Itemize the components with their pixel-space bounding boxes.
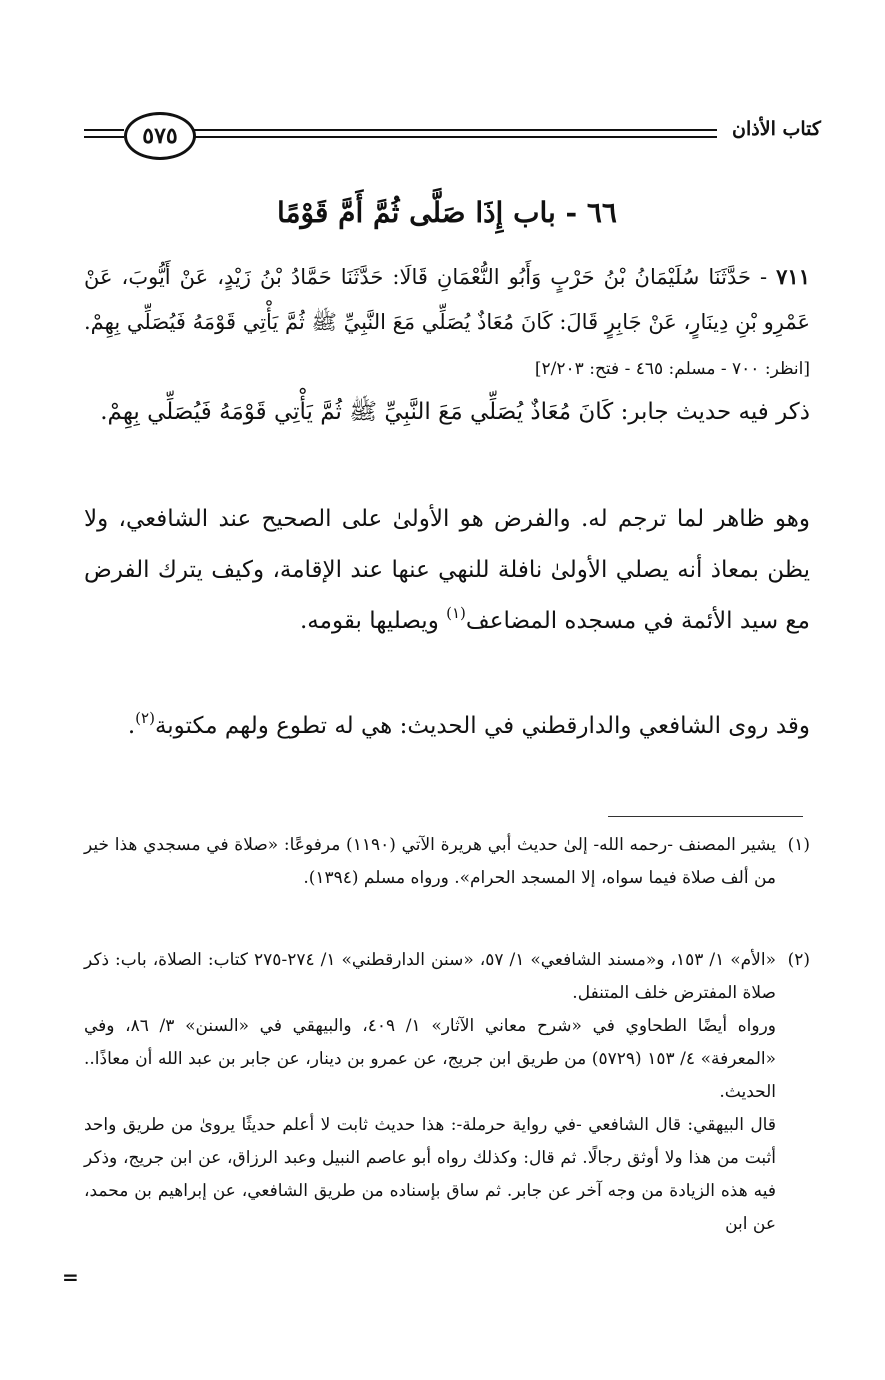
paragraph-text: ويصليها بقومه. xyxy=(300,608,447,634)
hadith-text xyxy=(84,254,810,392)
footnote-1 xyxy=(84,829,810,895)
running-header xyxy=(84,108,821,158)
page-number-oval xyxy=(124,112,196,160)
running-title: كتاب الأذان xyxy=(729,118,824,140)
header-rule xyxy=(192,136,717,138)
footnote-paragraph: ورواه أيضًا الطحاوي في «شرح معاني الآثار» ١/ ٤٠٩، والبيهقي في «السنن» ٣/ ٨٦، وفي «المعرفة» ٤/ ١٥٣ (٥٧٢٩) من طريق ابن جريج، عن عمرو بن دينار، عن جابر بن عبد الله أن معاذًا.. الحديث. xyxy=(84,1016,776,1102)
paragraph-text: وقد روى الشافعي والدارقطني في الحديث: هي له تطوع ولهم مكتوبة xyxy=(154,713,810,739)
footnote-paragraph: «الأم» ١/ ١٥٣، و«مسند الشافعي» ١/ ٥٧، «سنن الدارقطني» ١/ ٢٧٤-٢٧٥ كتاب: الصلاة، باب: ذكر صلاة المفترض خلف المتنفل. xyxy=(84,950,776,1003)
commentary-paragraph-3 xyxy=(84,701,810,752)
commentary-paragraph-1: ذكر فيه حديث جابر: كَانَ مُعَاذٌ يُصَلِّي مَعَ النَّبِيِّ ﷺ ثُمَّ يَأْتِي قَوْمَهُ فَيُصَلِّي بِهِمْ. xyxy=(100,399,810,425)
paragraph-text: . xyxy=(127,713,136,739)
footnote-separator xyxy=(608,816,803,817)
header-rule xyxy=(192,129,717,131)
paragraph-text: وهو ظاهر لما ترجم له. والفرض هو الأولىٰ على الصحيح عند الشافعي، ولا يظن بمعاذ أنه يصلي الأولىٰ نافلة للنهي عنها عند الإقامة، وكيف يترك الفرض مع سيد الأئمة في مسجده المضاعف xyxy=(84,506,810,634)
footnote-marker: (٢) xyxy=(787,950,810,970)
commentary-paragraph-2 xyxy=(84,494,810,647)
footnote-text: يشير المصنف -رحمه الله- إلىٰ حديث أبي هريرة الآتي (١١٩٠) مرفوعًا: «صلاة في مسجدي هذا خير من ألف صلاة فيما سواه، إلا المسجد الحرام». ورواه مسلم (١٣٩٤). xyxy=(84,835,776,888)
footnote-2 xyxy=(84,944,810,1241)
header-rule xyxy=(84,136,124,138)
footnote-marker: (١) xyxy=(787,835,810,855)
hadith-reference: [انظر: ٧٠٠ - مسلم: ٤٦٥ - فتح: ٢/٢٠٣] xyxy=(534,359,810,379)
chapter-title: ٦٦ - باب إِذَا صَلَّى ثُمَّ أَمَّ قَوْمًا xyxy=(277,196,617,229)
footnote-reference-2: (٢) xyxy=(135,709,155,727)
footnote-reference-1: (١) xyxy=(446,604,466,622)
continuation-mark: = xyxy=(62,1265,79,1289)
page-number: ٥٧٥ xyxy=(142,123,178,149)
hadith-body: - حَدَّثَنَا سُلَيْمَانُ بْنُ حَرْبٍ وَأَبُو النُّعْمَانِ قَالَا: حَدَّثَنَا حَمَّادُ بْنُ زَيْدٍ، عَنْ أَيُّوبَ، عَنْ عَمْرِو بْنِ دِينَارٍ، عَنْ جَابِرٍ قَالَ: كَانَ مُعَاذٌ يُصَلِّي مَعَ النَّبِيِّ ﷺ ثُمَّ يَأْتِي قَوْمَهُ فَيُصَلِّي بِهِمْ. xyxy=(84,265,810,334)
header-rule xyxy=(84,129,124,131)
hadith-number: ٧١١ xyxy=(776,264,810,289)
footnote-paragraph: قال البيهقي: قال الشافعي -في رواية حرملة-: هذا حديث ثابت لا أعلم حديثًا يروىٰ من طريق واحد أثبت من هذا ولا أوثق رجالًا. ثم قال: وكذلك رواه أبو عاصم النبيل وعبد الرزاق، عن ابن جريج، وذكر فيه هذه الزيادة من وجه آخر عن جابر. ثم ساق بإسناده من طريق الشافعي، عن إبراهيم بن محمد، عن ابن xyxy=(84,1115,776,1234)
